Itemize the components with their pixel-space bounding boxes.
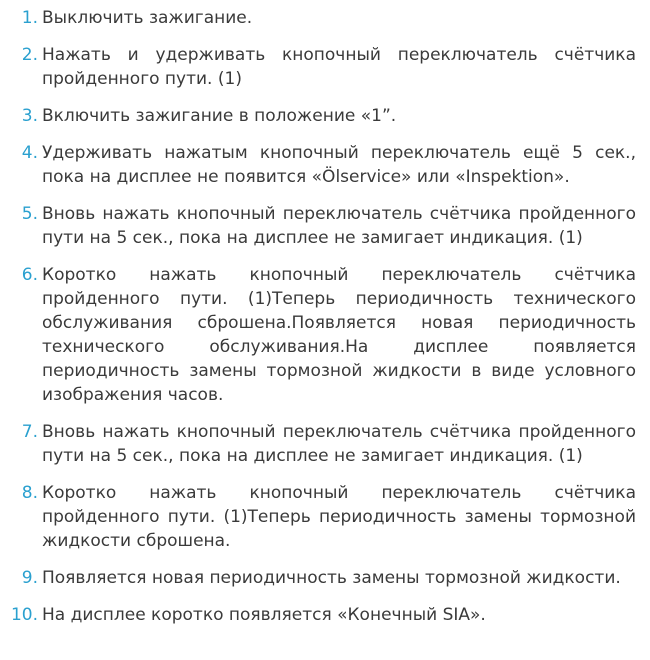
- step-text: Выключить зажигание.: [42, 8, 253, 28]
- step-text: На дисплее коротко появляется «Конечный SIA».: [42, 605, 486, 625]
- list-item: [8, 202, 636, 250]
- step-text: Коротко нажать кнопочный переключатель счётчика пройденного пути. (1)Теперь периодичность замены тормозной жидкости сброшена.: [42, 483, 636, 551]
- step-number: 6.: [21, 265, 38, 285]
- list-item: [8, 420, 636, 468]
- step-number: 2.: [21, 45, 38, 65]
- step-number: 8.: [21, 483, 38, 503]
- step-text: Включить зажигание в положение «1”.: [42, 106, 397, 126]
- step-text: Коротко нажать кнопочный переключатель счётчика пройденного пути. (1)Теперь периодичность технического обслуживания сброшена.Появляется новая периодичность технического обслуживания.На дисплее появляется периодичность замены тормозной жидкости в виде условного изображения часов.: [42, 265, 636, 405]
- step-number: 4.: [21, 143, 38, 163]
- list-item: [8, 6, 636, 30]
- step-number: 9.: [21, 568, 38, 588]
- step-text: Удерживать нажатым кнопочный переключатель ещё 5 сек., пока на дисплее не появится «Ölservice» или «Inspektion».: [42, 143, 636, 187]
- step-text: Вновь нажать кнопочный переключатель счётчика пройденного пути на 5 сек., пока на дисплее не замигает индикация. (1): [42, 204, 636, 248]
- list-item: [8, 566, 636, 590]
- step-text: Нажать и удерживать кнопочный переключатель счётчика пройденного пути. (1): [42, 45, 636, 89]
- list-item: [8, 481, 636, 553]
- step-text: Появляется новая периодичность замены тормозной жидкости.: [42, 568, 621, 588]
- list-item: [8, 141, 636, 189]
- step-number: 10.: [10, 605, 38, 625]
- list-item: [8, 263, 636, 407]
- list-item: [8, 104, 636, 128]
- step-number: 5.: [21, 204, 38, 224]
- step-number: 1.: [21, 8, 38, 28]
- step-text: Вновь нажать кнопочный переключатель счётчика пройденного пути на 5 сек., пока на дисплее не замигает индикация. (1): [42, 422, 636, 466]
- list-item: [8, 43, 636, 91]
- list-item: [8, 603, 636, 627]
- step-number: 3.: [21, 106, 38, 126]
- step-number: 7.: [21, 422, 38, 442]
